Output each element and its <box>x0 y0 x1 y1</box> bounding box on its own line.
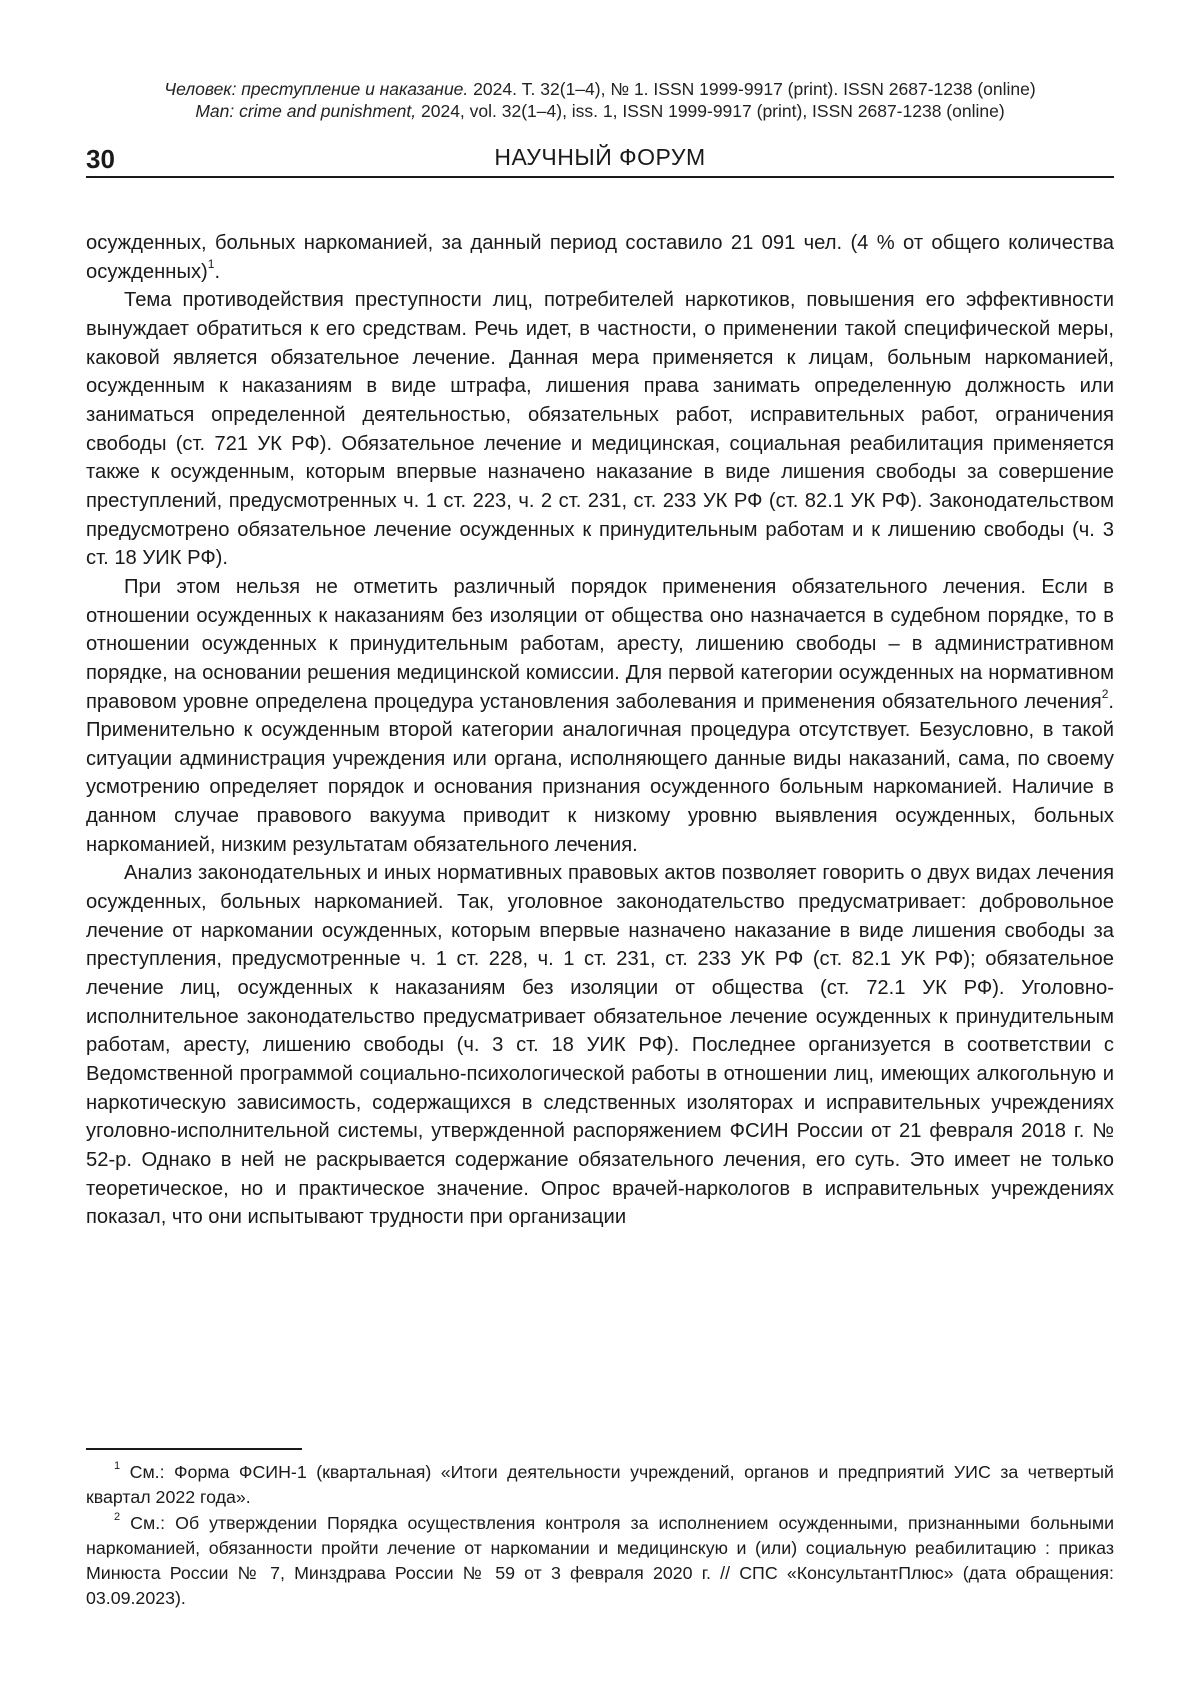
page-number: 30 <box>86 144 115 174</box>
running-head-line-en <box>86 100 1114 122</box>
footnote-1 <box>86 1460 1114 1511</box>
footnote-text-1: См.: Форма ФСИН-1 (квартальная) «Итоги деятельности учреждений, органов и предприятий УИС за четвертый квартал 2022 года». <box>86 1462 1114 1508</box>
paragraph-3 <box>86 573 1114 860</box>
footnote-separator <box>86 1448 302 1450</box>
running-head-line-ru <box>86 78 1114 100</box>
paragraph-3-text: При этом нельзя не отметить различный порядок применения обязательного лечения. Если в отношении осужденных к наказаниям без изоляции от общества оно назначается в судебном порядке, то в отношении осужденных к принудительным работам, аресту, лишению свободы – в административном порядке, на основании решения медицинской комиссии. Для первой категории осужденных на нормативном правовом уровне определена процедура установления заболевания и применения обязательного лечения <box>86 575 1114 713</box>
page-header <box>86 140 1114 178</box>
footnote-2 <box>86 1511 1114 1612</box>
journal-title-ru: Человек: преступление и наказание. <box>164 79 469 99</box>
article-body <box>86 229 1114 1232</box>
paragraph-1-text: осужденных, больных наркоманией, за данный период составило 21 091 чел. (4 % от общего количества осужденных) <box>86 232 1114 283</box>
paragraph-1 <box>86 229 1114 286</box>
footnotes <box>86 1460 1114 1612</box>
footnote-number-1: 1 <box>114 1460 121 1473</box>
journal-issue-ru: 2024. Т. 32(1–4), № 1. ISSN 1999-9917 (print). ISSN 2687-1238 (online) <box>468 79 1036 99</box>
footnote-ref-2[interactable]: 2 <box>1101 686 1109 701</box>
journal-issue-en: 2024, vol. 32(1–4), iss. 1, ISSN 1999-9917 (print), ISSN 2687-1238 (online) <box>416 101 1005 121</box>
running-head <box>86 78 1114 122</box>
journal-title-en: Man: crime and punishment, <box>195 101 417 121</box>
footnote-ref-1[interactable]: 1 <box>207 256 215 271</box>
paragraph-4: Анализ законодательных и иных нормативных правовых актов позволяет говорить о двух видах лечения осужденных, больных наркоманией. Так, уголовное законодательство предусматривает: добровольное лечение от наркомании осужденных, которым впервые назначено наказание в виде лишения свободы за преступления, предусмотренные ч. 1 ст. 228, ч. 1 ст. 231, ст. 233 УК РФ (ст. 82.1 УК РФ); обязательное лечение лиц, осужденных к наказаниям без изоляции от общества (ст. 72.1 УК РФ). Уголовно-исполнительное законодательство предусматривает обязательное лечение осужденных к принудительным работам, аресту, лишению свободы (ч. 3 ст. 18 УИК РФ). Последнее организуется в соответствии с Ведомственной программой социально-психологической работы в отношении лиц, имеющих алкогольную и наркотическую зависимость, содержащихся в следственных изоляторах и исправительных учреждениях уголовно-исполнительной системы, утвержденной распоряжением ФСИН России от 21 февраля 2018 г. № 52-р. Однако в ней не раскрывается содержание обязательного лечения, его суть. Это имеет не только теоретическое, но и практическое значение. Опрос врачей-наркологов в исправительных учреждениях показал, что они испытывают трудности при организации <box>86 862 1114 1229</box>
paragraph-2: Тема противодействия преступности лиц, потребителей наркотиков, повышения его эффективности вынуждает обратиться к его средствам. Речь идет, в частности, о применении такой специфической меры, каковой является обязательное лечение. Данная мера применяется к лицам, больным наркоманией, осужденным к наказаниям в виде штрафа, лишения права занимать определенную должность или заниматься определенной деятельностью, обязательных работ, исправительных работ, ограничения свободы (ст. 721 УК РФ). Обязательное лечение и медицинская, социальная реабилитация применяется также к осужденным, которым впервые назначено наказание в виде лишения свободы за совершение преступлений, предусмотренных ч. 1 ст. 223, ч. 2 ст. 231, ст. 233 УК РФ (ст. 82.1 УК РФ). Законодательством предусмотрено обязательное лечение осужденных к принудительным работам и к лишению свободы (ч. 3 ст. 18 УИК РФ). <box>86 289 1114 570</box>
paragraph-1-tail: . <box>214 260 221 283</box>
footnote-number-2: 2 <box>114 1510 121 1523</box>
footnote-text-2: См.: Об утверждении Порядка осуществления контроля за исполнением осужденными, признанными больными наркоманией, обязанности пройти лечение от наркомании и медицинскую и (или) социальную реабилитацию : приказ Минюста России № 7, Минздрава России № 59 от 3 февраля 2020 г. // СПС «КонсультантПлюс» (дата обращения: 03.09.2023). <box>86 1512 1114 1609</box>
paragraph-3-tail: . Применительно к осужденным второй категории аналогичная процедура отсутствует. Безусловно, в такой ситуации администрация учреждения или органа, исполняющего данные виды наказаний, сама, по своему усмотрению определяет порядок и основания признания осужденного больным наркоманией. Наличие в данном случае правового вакуума приводит к низкому уровню выявления осужденных, больных наркоманией, низким результатам обязательного лечения. <box>86 690 1114 856</box>
section-title: НАУЧНЫЙ ФОРУМ <box>494 144 706 170</box>
